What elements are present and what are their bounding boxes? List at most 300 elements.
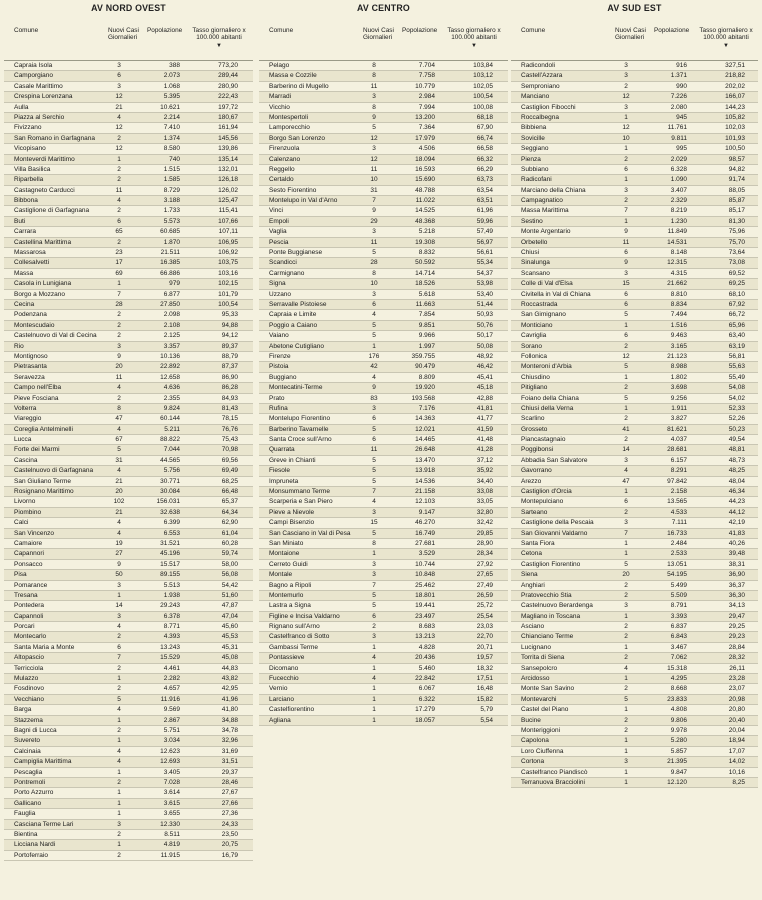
cell-popolazione: 5.218 [418,228,435,236]
cell-popolazione: 11.022 [415,197,435,205]
cell-comune: Piombino [14,508,42,516]
cell-comune: Lamporecchio [269,124,310,132]
table-row [259,508,508,518]
cell-popolazione: 10.744 [415,560,435,568]
cell-popolazione: 8.771 [163,623,180,631]
cell-popolazione: 359.755 [411,352,435,360]
cell-nuovi-casi: 1 [117,799,121,807]
cell-popolazione: 12.315 [667,259,687,267]
cell-comune: San Giovanni Valdarno [521,529,588,537]
table-row [259,331,508,341]
cell-comune: Chianciano Terme [521,633,574,641]
cell-nuovi-casi: 6 [624,498,628,506]
cell-nuovi-casi: 1 [117,789,121,797]
cell-tasso: 56,61 [476,249,493,257]
cell-comune: Cetona [521,550,542,558]
cell-nuovi-casi: 5 [372,591,376,599]
cell-nuovi-casi: 50 [115,571,123,579]
cell-popolazione: 48.788 [415,186,435,194]
cell-comune: Mulazzo [14,675,39,683]
cell-tasso: 20,40 [728,716,745,724]
table-row [4,570,253,580]
cell-nuovi-casi: 4 [117,706,121,714]
table-row [259,352,508,362]
cell-popolazione: 3.827 [670,415,687,423]
cell-nuovi-casi: 17 [115,259,123,267]
table-row [4,165,253,175]
cell-comune: Castiglion d'Orcia [521,488,572,496]
cell-popolazione: 2.984 [418,93,435,101]
cell-popolazione: 8.580 [163,145,180,153]
cell-comune: Loro Ciuffenna [521,747,564,755]
cell-comune: Cerreto Guidi [269,560,308,568]
cell-comune: Sestino [521,217,543,225]
cell-popolazione: 8.810 [670,290,687,298]
cell-tasso: 75,96 [728,228,745,236]
cell-popolazione: 1.090 [670,176,687,184]
sort-arrow-icon: ▼ [216,42,222,49]
cell-nuovi-casi: 69 [115,269,123,277]
cell-comune: Rignano sull'Arno [269,623,320,631]
table-row [4,155,253,165]
cell-comune: San Romano in Garfagnana [14,134,95,142]
cell-nuovi-casi: 2 [624,633,628,641]
cell-popolazione: 10.848 [415,571,435,579]
cell-popolazione: 20.436 [415,654,435,662]
cell-tasso: 43,82 [221,675,238,683]
cell-nuovi-casi: 2 [624,155,628,163]
table-row [259,123,508,133]
cell-nuovi-casi: 14 [622,446,630,454]
cell-popolazione: 3.405 [163,768,180,776]
cell-comune: Fiesole [269,467,290,475]
cell-nuovi-casi: 3 [117,342,121,350]
cell-popolazione: 14.714 [415,269,435,277]
cell-nuovi-casi: 2 [117,134,121,142]
cell-comune: Sansepolcro [521,664,558,672]
cell-popolazione: 8.668 [670,685,687,693]
cell-popolazione: 30.084 [160,488,180,496]
cell-tasso: 41,81 [476,404,493,412]
cell-tasso: 49,54 [728,436,745,444]
cell-popolazione: 4.819 [163,841,180,849]
cell-tasso: 40,26 [728,539,745,547]
cell-comune: Radicondoli [521,62,555,69]
cell-nuovi-casi: 6 [117,217,121,225]
table-row [4,61,253,71]
table-row [4,622,253,632]
cell-popolazione: 14.525 [415,207,435,215]
cell-comune: Fivizzano [14,124,42,132]
cell-nuovi-casi: 1 [624,113,628,121]
cell-popolazione: 7.994 [418,103,435,111]
cell-nuovi-casi: 3 [624,602,628,610]
cell-nuovi-casi: 1 [117,716,121,724]
cell-comune: Poggio a Caiano [269,321,318,329]
table-row [259,134,508,144]
cell-popolazione: 4.461 [163,664,180,672]
header-comune: Comune [14,27,39,34]
table-row [259,570,508,580]
table-row [4,258,253,268]
cell-nuovi-casi: 21 [115,103,123,111]
cell-comune: Roccastrada [521,300,558,308]
cell-comune: Collesalvetti [14,259,50,267]
cell-nuovi-casi: 23 [115,249,123,257]
table-row [4,851,253,861]
cell-comune: Castelfranco Piandiscò [521,768,588,776]
table-row [259,664,508,674]
cell-comune: Greve in Chianti [269,456,316,464]
table-row [4,196,253,206]
cell-tasso: 39,48 [728,550,745,558]
cell-tasso: 102,15 [218,280,238,288]
cell-popolazione: 7.364 [418,124,435,132]
cell-tasso: 15,82 [476,695,493,703]
cell-popolazione: 6.399 [163,519,180,527]
cell-nuovi-casi: 15 [370,519,378,527]
cell-tasso: 100,54 [218,300,238,308]
cell-comune: Siena [521,571,538,579]
table-row [4,425,253,435]
table-row [259,653,508,663]
table-row [511,248,758,258]
cell-tasso: 31,69 [221,747,238,755]
cell-comune: Rufina [269,404,288,412]
cell-comune: Massa e Cozzile [269,72,317,80]
cell-popolazione: 9.847 [670,768,687,776]
cell-comune: Vernio [269,685,288,693]
cell-popolazione: 4.037 [670,436,687,444]
cell-comune: Sesto Fiorentino [269,186,317,194]
cell-tasso: 106,95 [218,238,238,246]
cell-tasso: 47,87 [221,602,238,610]
header-tasso-label: Tasso giornaliero x 100.000 abitanti [447,27,501,42]
cell-tasso: 69,25 [728,280,745,288]
cell-popolazione: 8.683 [418,623,435,631]
cell-popolazione: 22.892 [160,363,180,371]
cell-popolazione: 3.393 [670,612,687,620]
cell-tasso: 50,93 [476,311,493,319]
cell-comune: Vicopisano [14,145,46,153]
cell-comune: Sarteano [521,508,548,516]
cell-popolazione: 8.988 [670,363,687,371]
cell-comune: Capraia Isola [14,62,53,69]
cell-tasso: 50,23 [728,425,745,433]
table-row [511,560,758,570]
cell-nuovi-casi: 5 [624,560,628,568]
cell-comune: San Casciano in Val di Pesa [269,529,351,537]
table-row [511,186,758,196]
cell-popolazione: 3.529 [418,550,435,558]
cell-comune: Santa Croce sull'Arno [269,436,332,444]
cell-tasso: 68,18 [476,113,493,121]
table-row [511,581,758,591]
cell-comune: Portoferraio [14,851,48,859]
cell-comune: Montespertoli [269,113,309,121]
cell-tasso: 102,03 [725,124,745,132]
table-row [4,71,253,81]
cell-popolazione: 7.028 [163,778,180,786]
cell-popolazione: 13.918 [415,467,435,475]
cell-comune: Livorno [14,498,36,506]
cell-popolazione: 16.733 [667,529,687,537]
cell-nuovi-casi: 3 [624,62,628,69]
cell-comune: Santa Fiora [521,539,555,547]
cell-comune: Abbadia San Salvatore [521,456,588,464]
cell-comune: San Vincenzo [14,529,54,537]
cell-popolazione: 22.842 [415,675,435,683]
cell-nuovi-casi: 5 [624,363,628,371]
table-row [259,155,508,165]
cell-popolazione: 11.663 [415,300,435,308]
cell-tasso: 61,04 [221,529,238,537]
cell-popolazione: 4.506 [418,145,435,153]
cell-comune: Firenze [269,352,291,360]
cell-popolazione: 32.638 [160,508,180,516]
cell-comune: Casale Marittimo [14,82,63,90]
cell-comune: Larciano [269,695,294,703]
cell-tasso: 19,57 [476,654,493,662]
cell-tasso: 27,92 [476,560,493,568]
table-av-sud-est [511,2,758,788]
cell-nuovi-casi: 2 [117,851,121,859]
cell-popolazione: 3.698 [670,384,687,392]
cell-nuovi-casi: 8 [372,269,376,277]
cell-comune: Bagni di Lucca [14,727,57,734]
cell-popolazione: 5.618 [418,290,435,298]
table-row [259,248,508,258]
cell-comune: Altopascio [14,654,44,662]
table-row [511,310,758,320]
cell-popolazione: 13.243 [160,643,180,651]
table-row [511,82,758,92]
cell-nuovi-casi: 11 [370,446,378,454]
cell-comune: Arcidosso [521,675,550,683]
cell-comune: Cavriglia [521,332,547,340]
cell-tasso: 8,25 [732,778,745,786]
cell-popolazione: 5.395 [163,93,180,101]
table-row [259,300,508,310]
cell-tasso: 61,96 [476,207,493,215]
cell-tasso: 28,34 [476,550,493,558]
table-row [511,612,758,622]
cell-popolazione: 7.854 [418,311,435,319]
cell-tasso: 202,02 [725,82,745,90]
cell-popolazione: 5.460 [418,664,435,672]
cell-nuovi-casi: 1 [624,778,628,786]
cell-tasso: 46,42 [476,363,493,371]
table-row [511,342,758,352]
cell-tasso: 52,33 [728,404,745,412]
cell-tasso: 42,88 [476,394,493,402]
cell-tasso: 26,11 [729,664,745,672]
cell-tasso: 66,32 [476,155,493,163]
cell-popolazione: 50.592 [415,259,435,267]
cell-popolazione: 10.621 [160,103,180,111]
cell-popolazione: 1.068 [163,82,180,90]
cell-comune: Villa Basilica [14,165,51,173]
cell-popolazione: 29.243 [160,602,180,610]
cell-tasso: 32,80 [476,508,493,516]
cell-nuovi-casi: 1 [624,373,628,381]
cell-comune: Chiusi [521,249,540,257]
table-row [511,445,758,455]
cell-popolazione: 21.662 [667,280,687,288]
cell-tasso: 73,64 [728,249,745,257]
cell-tasso: 23,50 [221,830,238,838]
cell-nuovi-casi: 1 [117,280,121,288]
cell-comune: Castelnuovo di Garfagnana [14,467,94,475]
cell-tasso: 45,31 [221,643,238,651]
table-row [511,768,758,778]
cell-nuovi-casi: 3 [117,62,121,69]
cell-tasso: 101,79 [218,290,238,298]
cell-tasso: 66,29 [476,165,493,173]
cell-comune: Montecarlo [14,633,47,641]
cell-tasso: 53,98 [476,280,493,288]
cell-popolazione: 6.378 [163,612,180,620]
header-comune: Comune [521,27,546,34]
cell-tasso: 28,46 [221,778,238,786]
cell-popolazione: 2.073 [163,72,180,80]
cell-comune: Vinci [269,207,283,215]
table-row [511,622,758,632]
cell-nuovi-casi: 2 [117,165,121,173]
table-row [259,560,508,570]
cell-nuovi-casi: 8 [117,404,121,412]
cell-tasso: 33,08 [476,488,493,496]
table-row [511,705,758,715]
cell-nuovi-casi: 2 [117,332,121,340]
cell-popolazione: 14.531 [667,238,687,246]
table-row [511,373,758,383]
table-row [511,529,758,539]
cell-comune: Capraia e Limite [269,311,317,319]
cell-tasso: 88,79 [221,352,238,360]
cell-comune: Pratovecchio Stia [521,591,572,599]
cell-nuovi-casi: 3 [372,290,376,298]
cell-popolazione: 8.832 [418,249,435,257]
cell-popolazione: 21.395 [667,758,687,766]
cell-tasso: 773,20 [218,62,238,69]
cell-comune: Borgo a Mozzano [14,290,65,298]
table-row [511,508,758,518]
cell-tasso: 23,07 [728,685,745,693]
cell-nuovi-casi: 19 [115,539,123,547]
cell-popolazione: 14.536 [415,477,435,485]
cell-tasso: 55,63 [728,363,745,371]
table-row [259,445,508,455]
cell-comune: Pistoia [269,363,289,371]
table-row [259,61,508,71]
cell-tasso: 26,59 [476,591,493,599]
cell-comune: Pescaglia [14,768,43,776]
table-row [4,581,253,591]
cell-tasso: 63,19 [728,342,745,350]
table-row [511,716,758,726]
cell-popolazione: 81.621 [667,425,687,433]
cell-nuovi-casi: 2 [624,654,628,662]
cell-comune: Dicomano [269,664,299,672]
cell-tasso: 65,96 [728,321,745,329]
cell-comune: Sorano [521,342,542,350]
cell-popolazione: 19.920 [415,384,435,392]
table-row [259,674,508,684]
cell-nuovi-casi: 4 [372,675,376,683]
cell-popolazione: 11.916 [160,695,180,703]
cell-comune: Pieve a Nievole [269,508,315,516]
table-row [4,840,253,850]
cell-comune: Porto Azzurro [14,789,54,797]
cell-tasso: 62,90 [221,519,238,527]
cell-nuovi-casi: 4 [372,373,376,381]
cell-nuovi-casi: 12 [370,134,378,142]
cell-comune: Monteroni d'Arbia [521,363,572,371]
table-row [511,632,758,642]
cell-nuovi-casi: 1 [117,155,121,163]
cell-comune: Carmignano [269,269,305,277]
cell-tasso: 126,02 [218,186,238,194]
cell-nuovi-casi: 1 [624,176,628,184]
cell-tasso: 50,08 [476,342,493,350]
cell-comune: Fosdinovo [14,685,44,693]
cell-nuovi-casi: 4 [117,623,121,631]
cell-tasso: 5,79 [480,706,493,714]
table-row [511,684,758,694]
table-row [511,414,758,424]
table-row [4,269,253,279]
cell-tasso: 63,40 [728,332,745,340]
table-row [511,383,758,393]
cell-nuovi-casi: 1 [624,488,628,496]
cell-nuovi-casi: 11 [622,238,630,246]
cell-comune: Pontassieve [269,654,305,662]
table-row [4,736,253,746]
cell-nuovi-casi: 1 [117,841,121,849]
table-row [511,394,758,404]
cell-comune: Certaldo [269,176,294,184]
table-row [4,591,253,601]
cell-tasso: 41,83 [728,529,745,537]
cell-nuovi-casi: 6 [624,332,628,340]
cell-popolazione: 1.371 [670,72,687,80]
cell-popolazione: 26.648 [415,446,435,454]
cell-popolazione: 17.279 [415,706,435,714]
cell-tasso: 56,97 [476,238,493,246]
cell-tasso: 29,85 [476,529,493,537]
cell-nuovi-casi: 9 [372,384,376,392]
cell-nuovi-casi: 8 [372,72,376,80]
table-row [259,269,508,279]
cell-comune: Civitella in Val di Chiana [521,290,591,298]
table-row [511,601,758,611]
cell-comune: Bucine [521,716,541,724]
cell-tasso: 69,56 [221,456,238,464]
area-title: AV CENTRO [357,3,410,13]
cell-popolazione: 45.196 [160,550,180,558]
cell-popolazione: 8.809 [418,373,435,381]
table-row [511,290,758,300]
cell-nuovi-casi: 2 [624,623,628,631]
cell-comune: Monticiano [521,321,553,329]
cell-comune: Pescia [269,238,289,246]
cell-nuovi-casi: 6 [372,300,376,308]
cell-tasso: 20,80 [728,706,745,714]
table-row [259,165,508,175]
cell-comune: Rio [14,342,24,350]
cell-comune: Lucignano [521,643,551,651]
